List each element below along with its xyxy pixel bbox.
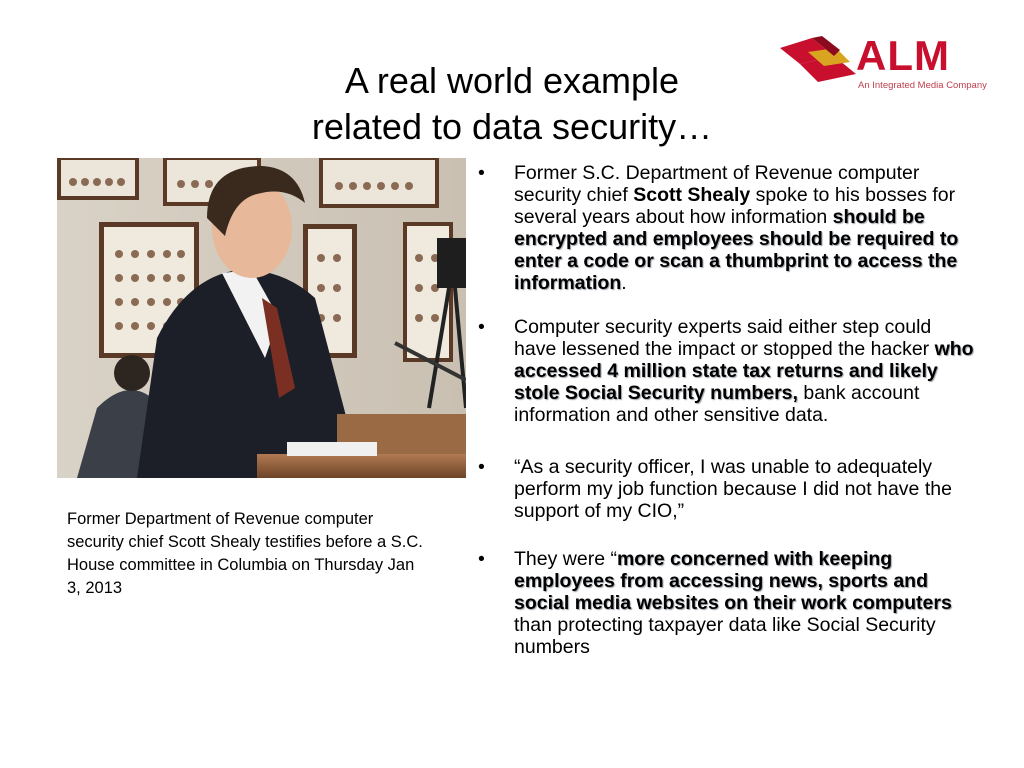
bullet-dot: • [478,162,485,184]
bullet-1-highlight: should be encrypted and employees should be required to enter a code or scan a thumbprint to access the information [514,206,959,294]
bullet-3-text: “As a security officer, I was unable to adequately perform my job function because I did not have the support of my CIO,” [514,456,952,522]
bullet-dot: • [478,548,485,570]
testimony-photo [57,158,466,478]
bullet-1-name: Scott Shealy [633,184,751,206]
alm-logo [778,32,992,94]
bullet-dot: • [478,316,485,338]
bullet-4-text-a: They were “ [514,548,617,570]
bullet-2-text-a: Computer security experts said either step could have lessened the impact or stopped the hacker [514,316,935,360]
bullet-1-text-c: spoke to his bosses for several years about how information [514,184,956,228]
slide-title-line-1: A real world example [344,60,680,101]
bullet-item-4 [478,548,978,658]
bullet-2-highlight: who accessed 4 million state tax returns and likely stole Social Security numbers, [514,338,974,404]
bullet-4-highlight: more concerned with keeping employees from accessing news, sports and social media websites on their work computers [514,548,952,614]
bullet-item-2 [478,316,978,426]
bullet-4-text-c: than protecting taxpayer data like Social Security numbers [514,614,936,658]
bullet-2-text-c: bank account information and other sensitive data. [514,382,920,426]
slide-title [232,58,792,150]
logo-wordmark: ALM [856,32,950,79]
logo-tagline: An Integrated Media Company [858,80,987,91]
bullet-list [478,162,978,680]
bullet-dot: • [478,456,485,478]
photo-icon [57,158,466,478]
photo-caption: Former Department of Revenue computer security chief Scott Shealy testifies before a S.C. House committee in Columbia on Thursday Jan 3, 2013 [67,510,423,597]
bullet-1-text-a: Former S.C. Department of Revenue computer security chief [514,162,920,206]
bullet-1-text-e: . [621,272,627,294]
alm-logo-mark-icon [778,34,858,86]
slide-title-line-2: related to data security… [311,106,713,147]
bullet-item-3 [478,456,978,522]
bullet-item-1 [478,162,978,294]
